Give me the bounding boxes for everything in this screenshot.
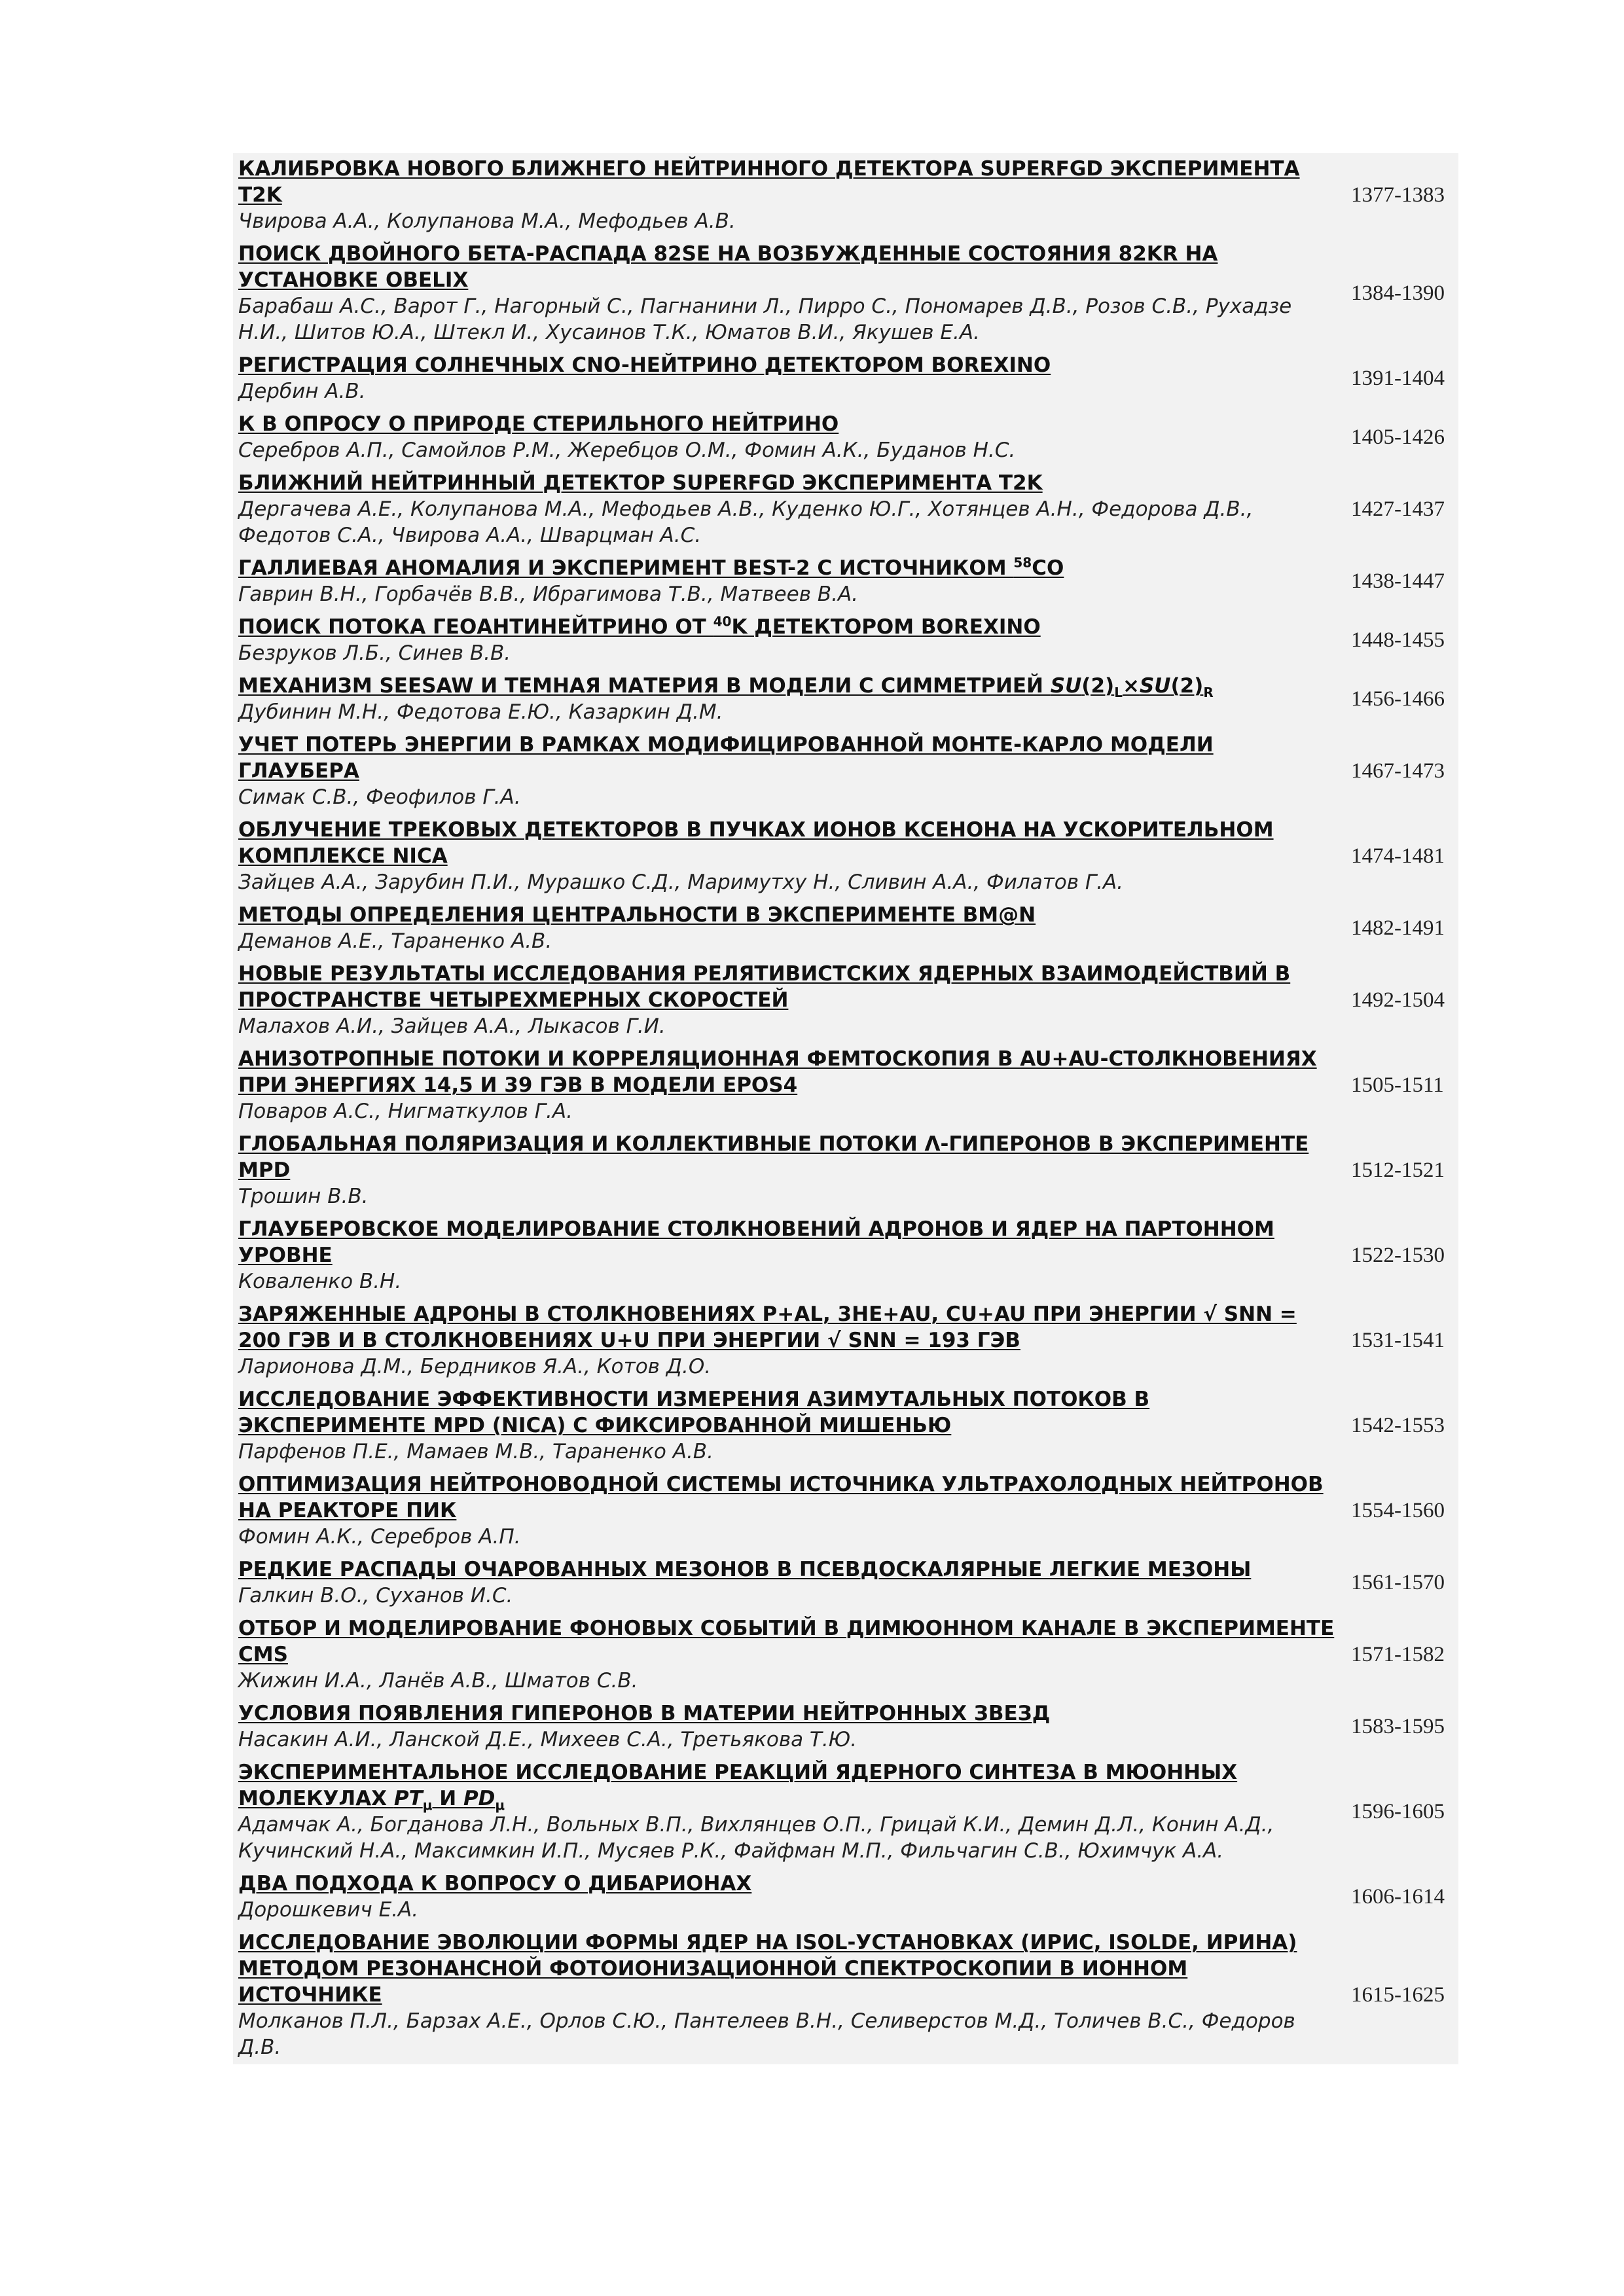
- molecule-symbol: PD: [463, 1787, 496, 1810]
- article-title-link[interactable]: ИССЛЕДОВАНИЕ ЭВОЛЮЦИИ ФОРМЫ ЯДЕР НА ISOL-УСТАНОВКАХ (ИРИС, ISOLDE, ИРИНА) МЕТОДОМ РЕЗОНАНСНОЙ ФОТОИОНИЗАЦИОННОЙ СПЕКТРОСКОПИИ В ИОННОМ ИСТОЧНИКЕ: [238, 1931, 1297, 2007]
- article-authors: Жижин И.А., Ланёв А.В., Шматов С.В.: [238, 1669, 638, 1693]
- page-range: 1571-1582: [1351, 1642, 1445, 1666]
- muon-subscript: μ: [495, 1797, 505, 1814]
- article-authors: Серебров А.П., Самойлов Р.М., Жеребцов О.М., Фомин А.К., Буданов Н.С.: [238, 439, 1016, 462]
- article-authors: Дорошкевич Е.А.: [238, 1898, 419, 1922]
- entry-text: [238, 1759, 1348, 1864]
- article-authors: Фомин А.К., Серебров А.П.: [238, 1525, 521, 1549]
- isotope-mass-number: 40: [713, 613, 732, 630]
- entry-text: [238, 1131, 1348, 1210]
- article-title-link[interactable]: ПОИСК ДВОЙНОГО БЕТА-РАСПАДА 82SE НА ВОЗБУЖДЕННЫЕ СОСТОЯНИЯ 82KR НА УСТАНОВКЕ OBELIX: [238, 242, 1218, 292]
- page-range: 1492-1504: [1351, 988, 1445, 1012]
- page-range: 1377-1383: [1351, 183, 1445, 207]
- table-of-contents: [233, 153, 1458, 2064]
- toc-entry: [233, 1554, 1458, 1613]
- article-authors: Деманов А.Е., Тараненко А.В.: [238, 929, 552, 953]
- article-title-link[interactable]: [238, 614, 1338, 640]
- group-dimension: (2): [1081, 674, 1115, 698]
- article-title-link[interactable]: ИССЛЕДОВАНИЕ ЭФФЕКТИВНОСТИ ИЗМЕРЕНИЯ АЗИМУТАЛЬНЫХ ПОТОКОВ В ЭКСПЕРИМЕНТЕ MPD (NICA) С ФИКСИРОВАННОЙ МИШЕНЬЮ: [238, 1388, 1150, 1437]
- group-subscript: L: [1114, 685, 1123, 701]
- entry-text: [238, 1929, 1348, 2060]
- toc-entry: [233, 729, 1458, 814]
- group-symbol: SU: [1050, 674, 1082, 698]
- entry-text: [238, 156, 1348, 234]
- article-title-link[interactable]: КАЛИБРОВКА НОВОГО БЛИЖНЕГО НЕЙТРИННОГО ДЕТЕКТОРА SUPERFGD ЭКСПЕРИМЕНТА T2K: [238, 157, 1300, 207]
- page-range: 1391-1404: [1351, 366, 1445, 390]
- page-range: 1482-1491: [1351, 916, 1445, 940]
- entry-text: [238, 1615, 1348, 1694]
- toc-entry: [233, 153, 1458, 238]
- article-title-link[interactable]: ГЛОБАЛЬНАЯ ПОЛЯРИЗАЦИЯ И КОЛЛЕКТИВНЫЕ ПОТОКИ Λ-ГИПЕРОНОВ В ЭКСПЕРИМЕНТЕ MPD: [238, 1132, 1309, 1182]
- page-range: 1531-1541: [1351, 1328, 1445, 1352]
- entry-text: [238, 352, 1348, 404]
- article-authors: Ларионова Д.М., Бердников Я.А., Котов Д.О.: [238, 1355, 712, 1378]
- article-authors: Симак С.В., Феофилов Г.А.: [238, 785, 521, 809]
- entry-text: [238, 1216, 1348, 1295]
- toc-entry: [233, 350, 1458, 408]
- toc-entry: [233, 1469, 1458, 1554]
- entry-text: [238, 555, 1348, 607]
- page-range: 1615-1625: [1351, 1982, 1445, 2007]
- page-range: 1554-1560: [1351, 1498, 1445, 1522]
- page-range: 1456-1466: [1351, 687, 1445, 711]
- page-range: 1596-1605: [1351, 1799, 1445, 1823]
- toc-entry: [233, 814, 1458, 899]
- article-title-link[interactable]: УЧЕТ ПОТЕРЬ ЭНЕРГИИ В РАМКАХ МОДИФИЦИРОВАННОЙ МОНТЕ-КАРЛО МОДЕЛИ ГЛАУБЕРА: [238, 733, 1214, 783]
- article-authors: Трошин В.В.: [238, 1185, 369, 1208]
- article-authors: Поваров А.С., Нигматкулов Г.А.: [238, 1100, 573, 1123]
- article-title-link[interactable]: НОВЫЕ РЕЗУЛЬТАТЫ ИССЛЕДОВАНИЯ РЕЛЯТИВИСТСКИХ ЯДЕРНЫХ ВЗАИМОДЕЙСТВИЙ В ПРОСТРАНСТВЕ ЧЕТЫРЕХМЕРНЫХ СКОРОСТЕЙ: [238, 962, 1291, 1012]
- page-range: 1561-1570: [1351, 1570, 1445, 1594]
- article-title-link[interactable]: РЕГИСТРАЦИЯ СОЛНЕЧНЫХ CNO-НЕЙТРИНО ДЕТЕКТОРОМ BOREXINO: [238, 353, 1051, 377]
- entry-text: [238, 1046, 1348, 1124]
- article-authors: Безруков Л.Б., Синев В.В.: [238, 641, 511, 665]
- toc-entry: [233, 1299, 1458, 1384]
- entry-text: [238, 673, 1348, 725]
- page-range: 1512-1521: [1351, 1158, 1445, 1182]
- group-dimension: (2): [1170, 674, 1204, 698]
- entry-text: [238, 1301, 1348, 1380]
- page-range: 1427-1437: [1351, 497, 1445, 521]
- entry-text: [238, 241, 1348, 346]
- article-title-link[interactable]: РЕДКИЕ РАСПАДЫ ОЧАРОВАННЫХ МЕЗОНОВ В ПСЕВДОСКАЛЯРНЫЕ ЛЕГКИЕ МЕЗОНЫ: [238, 1558, 1252, 1581]
- toc-entry: [233, 670, 1458, 729]
- article-title-link[interactable]: ОБЛУЧЕНИЕ ТРЕКОВЫХ ДЕТЕКТОРОВ В ПУЧКАХ ИОНОВ КСЕНОНА НА УСКОРИТЕЛЬНОМ КОМПЛЕКСЕ NICA: [238, 818, 1274, 868]
- toc-entry: [233, 238, 1458, 350]
- toc-entry: [233, 1128, 1458, 1213]
- article-authors: Гаврин В.Н., Горбачёв В.В., Ибрагимова Т.В., Матвеев В.А.: [238, 583, 858, 606]
- entry-text: [238, 1556, 1348, 1609]
- page-range: 1448-1455: [1351, 628, 1445, 652]
- article-authors: Чвирова А.А., Колупанова М.А., Мефодьев А.В.: [238, 209, 736, 233]
- toc-entry: [233, 552, 1458, 611]
- title-text: ГАЛЛИЕВАЯ АНОМАЛИЯ И ЭКСПЕРИМЕНТ BEST-2 С ИСТОЧНИКОМ: [238, 556, 1014, 580]
- article-authors: Парфенов П.Е., Мамаев М.В., Тараненко А.В.: [238, 1440, 713, 1463]
- title-text: ПОИСК ПОТОКА ГЕОАНТИНЕЙТРИНО ОТ: [238, 615, 713, 639]
- article-title-link[interactable]: К В ОПРОСУ О ПРИРОДЕ СТЕРИЛЬНОГО НЕЙТРИНО: [238, 412, 839, 436]
- article-authors: Адамчак А., Богданова Л.Н., Вольных В.П., Вихлянцев О.П., Грицай К.И., Демин Д.Л., Конин А.Д., Кучинский Н.А., Максимкин И.П., Мусяев Р.К., Файфман М.П., Фильчагин С.В., Юхимчук А.А.: [238, 1813, 1274, 1863]
- article-title-link[interactable]: ГЛАУБЕРОВСКОЕ МОДЕЛИРОВАНИЕ СТОЛКНОВЕНИЙ АДРОНОВ И ЯДЕР НА ПАРТОННОМ УРОВНЕ: [238, 1217, 1274, 1267]
- page-range: 1405-1426: [1351, 425, 1445, 449]
- group-symbol: SU: [1139, 674, 1171, 698]
- article-title-link[interactable]: [238, 1759, 1338, 1812]
- article-title-link[interactable]: АНИЗОТРОПНЫЕ ПОТОКИ И КОРРЕЛЯЦИОННАЯ ФЕМТОСКОПИЯ В AU+AU-СТОЛКНОВЕНИЯХ ПРИ ЭНЕРГИЯХ 14,5 И 39 ГЭВ В МОДЕЛИ EPOS4: [238, 1047, 1317, 1097]
- article-authors: Барабаш А.С., Варот Г., Нагорный С., Пагнанини Л., Пирро С., Пономарев Д.В., Розов С.В., Рухадзе Н.И., Шитов Ю.А., Штекл И., Хусаинов Т.К., Юматов В.И., Якушев Е.А.: [238, 295, 1292, 344]
- title-text: K ДЕТЕКТОРОМ BOREXINO: [731, 615, 1041, 639]
- page-range: 1522-1530: [1351, 1243, 1445, 1267]
- title-text: МЕХАНИЗМ SEESAW И ТЕМНАЯ МАТЕРИЯ В МОДЕЛИ С СИММЕТРИЕЙ: [238, 674, 1051, 698]
- entry-text: [238, 411, 1348, 463]
- toc-entry: [233, 899, 1458, 958]
- article-authors: Дербин А.В.: [238, 380, 366, 403]
- article-authors: Коваленко В.Н.: [238, 1270, 402, 1293]
- article-authors: Молканов П.Л., Барзах А.Е., Орлов С.Ю., Пантелеев В.Н., Селиверстов М.Д., Толичев В.С., Федоров Д.В.: [238, 2009, 1295, 2059]
- article-title-link[interactable]: [238, 673, 1338, 699]
- molecule-symbol: PT: [393, 1787, 423, 1810]
- toc-entry: [233, 1868, 1458, 1927]
- article-title-link[interactable]: [238, 555, 1338, 581]
- article-title-link[interactable]: ДВА ПОДХОДА К ВОПРОСУ О ДИБАРИОНАХ: [238, 1872, 752, 1895]
- entry-text: [238, 614, 1348, 666]
- page-range: 1606-1614: [1351, 1884, 1445, 1909]
- entry-text: [238, 470, 1348, 548]
- article-authors: Малахов А.И., Зайцев А.А., Лыкасов Г.И.: [238, 1014, 666, 1038]
- group-subscript: R: [1203, 685, 1214, 701]
- toc-entry: [233, 611, 1458, 670]
- entry-text: [238, 732, 1348, 810]
- article-title-link[interactable]: УСЛОВИЯ ПОЯВЛЕНИЯ ГИПЕРОНОВ В МАТЕРИИ НЕЙТРОННЫХ ЗВЕЗД: [238, 1702, 1051, 1725]
- entry-text: [238, 1471, 1348, 1550]
- title-text: CO: [1032, 556, 1064, 580]
- entry-text: [238, 817, 1348, 895]
- isotope-mass-number: 58: [1013, 554, 1032, 571]
- times-symbol: ×: [1122, 674, 1140, 698]
- article-authors: Насакин А.И., Ланской Д.Е., Михеев С.А., Третьякова Т.Ю.: [238, 1728, 857, 1751]
- title-text: И: [432, 1787, 463, 1810]
- page-range: 1438-1447: [1351, 569, 1445, 593]
- page-range: 1505-1511: [1351, 1073, 1444, 1097]
- toc-entry: [233, 1043, 1458, 1128]
- page-range: 1474-1481: [1351, 844, 1445, 868]
- page-range: 1542-1553: [1351, 1413, 1445, 1437]
- article-authors: Дергачева А.Е., Колупанова М.А., Мефодьев А.В., Куденко Ю.Г., Хотянцев А.Н., Федорова Д.В., Федотов С.А., Чвирова А.А., Шварцман А.С.: [238, 497, 1254, 547]
- article-authors: Зайцев А.А., Зарубин П.И., Мурашко С.Д., Маримутху Н., Сливин А.А., Филатов Г.А.: [238, 870, 1124, 894]
- page-range: 1583-1595: [1351, 1714, 1445, 1738]
- article-title-link[interactable]: ОПТИМИЗАЦИЯ НЕЙТРОНОВОДНОЙ СИСТЕМЫ ИСТОЧНИКА УЛЬТРАХОЛОДНЫХ НЕЙТРОНОВ НА РЕАКТОРЕ ПИК: [238, 1473, 1324, 1522]
- muon-subscript: μ: [422, 1797, 433, 1814]
- entry-text: [238, 1871, 1348, 1923]
- article-authors: Дубинин М.Н., Федотова Е.Ю., Казаркин Д.М.: [238, 700, 723, 724]
- page-range: 1467-1473: [1351, 759, 1445, 783]
- article-authors: Галкин В.О., Суханов И.С.: [238, 1584, 513, 1607]
- title-text: ЭКСПЕРИМЕНТАЛЬНОЕ ИССЛЕДОВАНИЕ РЕАКЦИЙ ЯДЕРНОГО СИНТЕЗА В МЮОННЫХ МОЛЕКУЛАХ: [238, 1761, 1238, 1810]
- toc-entry: [233, 467, 1458, 552]
- article-title-link[interactable]: БЛИЖНИЙ НЕЙТРИННЫЙ ДЕТЕКТОР SUPERFGD ЭКСПЕРИМЕНТА T2K: [238, 471, 1043, 495]
- article-title-link[interactable]: МЕТОДЫ ОПРЕДЕЛЕНИЯ ЦЕНТРАЛЬНОСТИ В ЭКСПЕРИМЕНТЕ BM@N: [238, 903, 1036, 927]
- toc-entry: [233, 1757, 1458, 1868]
- toc-entry: [233, 1698, 1458, 1757]
- entry-text: [238, 902, 1348, 954]
- toc-entry: [233, 1384, 1458, 1469]
- toc-entry: [233, 1613, 1458, 1698]
- article-title-link[interactable]: ЗАРЯЖЕННЫЕ АДРОНЫ В СТОЛКНОВЕНИЯХ P+AL, 3HE+AU, CU+AU ПРИ ЭНЕРГИИ √ SNN = 200 ГЭВ И В СТОЛКНОВЕНИЯХ U+U ПРИ ЭНЕРГИИ √ SNN = 193 ГЭВ: [238, 1302, 1297, 1352]
- entry-text: [238, 961, 1348, 1039]
- entry-text: [238, 1700, 1348, 1753]
- page-range: 1384-1390: [1351, 281, 1445, 305]
- toc-entry: [233, 958, 1458, 1043]
- entry-text: [238, 1386, 1348, 1465]
- toc-entry: [233, 1927, 1458, 2064]
- article-title-link[interactable]: ОТБОР И МОДЕЛИРОВАНИЕ ФОНОВЫХ СОБЫТИЙ В ДИМЮОННОМ КАНАЛЕ В ЭКСПЕРИМЕНТЕ CMS: [238, 1617, 1335, 1666]
- toc-entry: [233, 1213, 1458, 1299]
- toc-entry: [233, 408, 1458, 467]
